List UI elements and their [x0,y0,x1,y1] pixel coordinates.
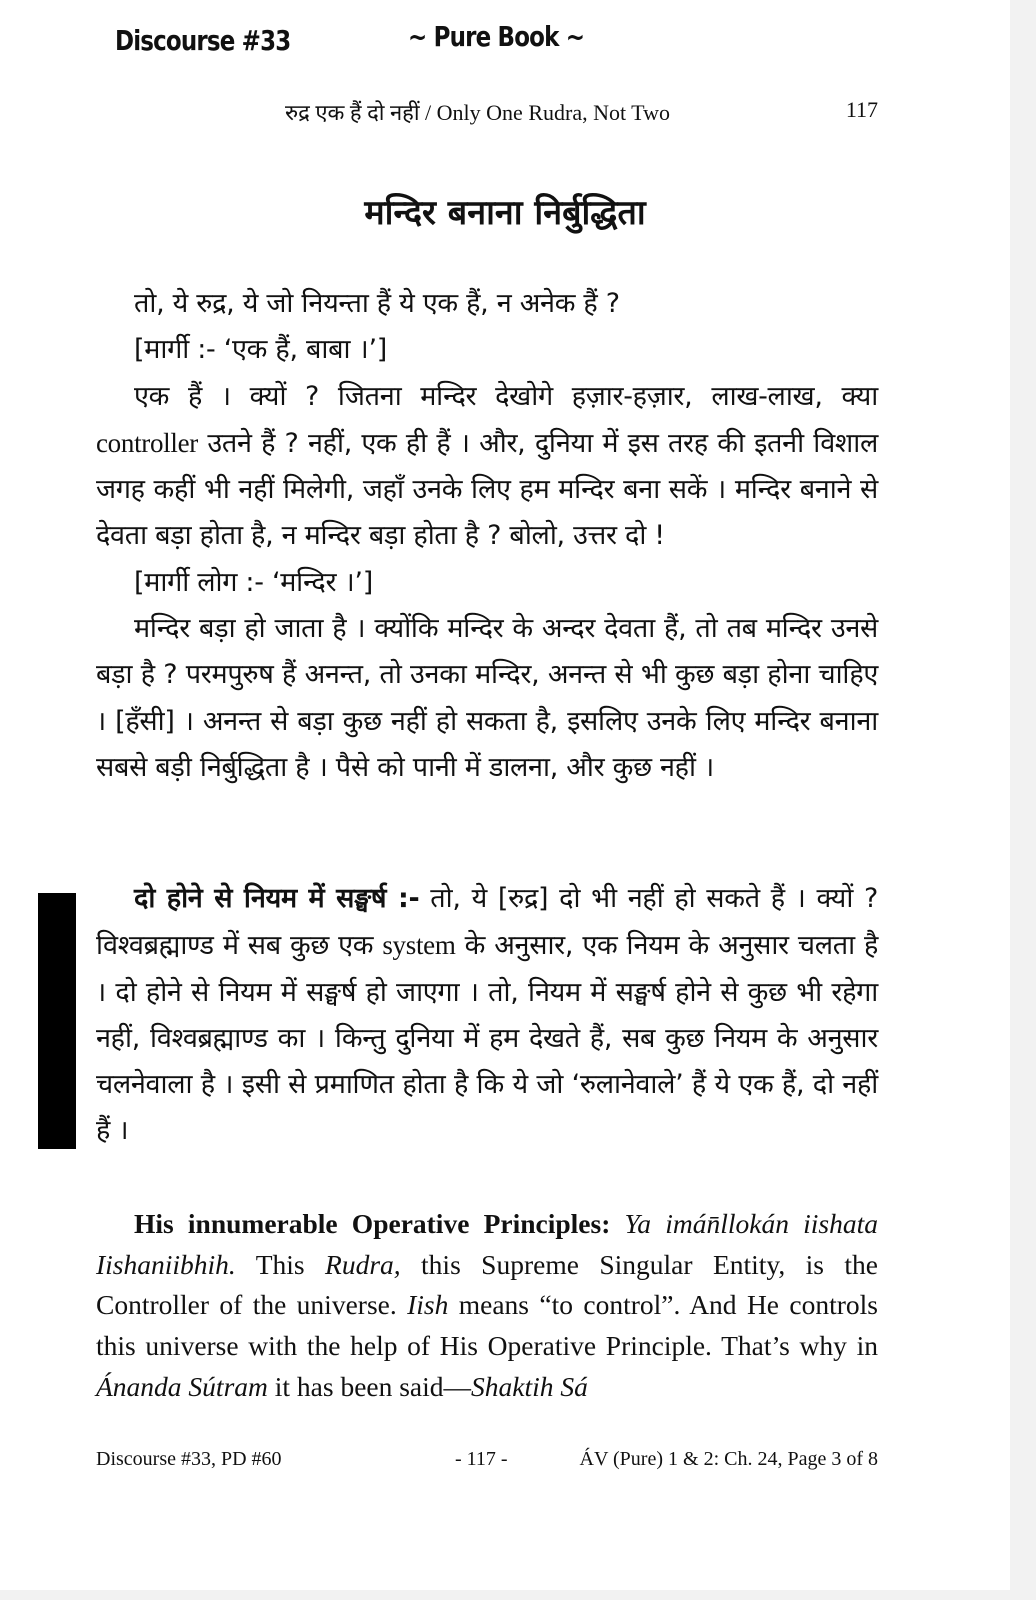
text-run: system [382,930,456,961]
text-run: Ánanda Sútram [96,1370,268,1402]
discourse-label: Discourse #33 [115,24,291,57]
text-run: उतने हैं ? नहीं, एक ही हैं । और, दुनिया में इस तरह की इतनी विशाल जगह कहीं भी नहीं मिलेगी, जहाँ उनके लिए हम मन्दिर बना सकें । मन्दिर बनाने से देवता बड़ा होता है, न मन्दिर बड़ा होता है ? बोलो, उत्तर दो ! [96,427,878,552]
text-run: Shaktih Sá [471,1370,588,1402]
text-run: Iish [407,1289,449,1321]
section-temple [96,281,878,791]
text-run: Ya imán̄llokán iishata Iishaniibhih. [96,1208,878,1280]
footer-right: ÁV (Pure) 1 & 2: Ch. 24, Page 3 of 8 [579,1448,878,1470]
paragraph [96,1204,878,1408]
margin-change-bar [38,893,76,1149]
english-section [96,1204,878,1408]
page-number: 117 [845,97,878,122]
text-run: controller [96,427,198,458]
paragraph: तो, ये रुद्र, ये जो नियन्ता हैं ये एक हैं, न अनेक हैं ? [134,288,620,319]
paragraph: मन्दिर बड़ा हो जाता है । क्योंकि मन्दिर के अन्दर देवता हैं, तो तब मन्दिर उनसे बड़ा है ? परमपुरुष हैं अनन्त, तो उनका मन्दिर, अनन्त से भी कुछ बड़ा होना चाहिए । [हँसी] । अनन्त से बड़ा कुछ नहीं हो सकता है, इसलिए उनके लिए मन्दिर बनाना सबसे बड़ी निर्बुद्धिता है । पैसे को पानी में डालना, और कुछ नहीं । [96,613,878,783]
text-run: it has been said— [267,1370,472,1402]
text-run: this Supreme Singular Entity, is the Controller of the universe. [96,1248,878,1321]
section-conflict [96,876,878,1155]
section-heading: His innumerable Operative Principles: [134,1208,611,1239]
audience-response: [मार्गी लोग :- ‘मन्दिर ।’] [134,566,373,598]
text-run: Rudra, [325,1248,401,1280]
section-heading: दो होने से नियम में सङ्घर्ष :- [134,883,420,914]
book-label: ~ Pure Book ~ [408,20,585,53]
paragraph [96,876,878,1155]
running-head: रुद्र एक हैं दो नहीं / Only One Rudra, Not Two [285,100,670,125]
text-run: तो, ये [रुद्र] दो भी नहीं हो सकते हैं । क्यों ? विश्वब्रह्माण्ड में सब कुछ एक [96,883,878,962]
text-run: This [235,1248,326,1280]
footer-left: Discourse #33, PD #60 [96,1448,282,1470]
audience-response: [मार्गी :- ‘एक हैं, बाबा ।’] [134,334,387,366]
footer-page-number: - 117 - [455,1448,508,1470]
chapter-title: मन्दिर बनाना निर्बुद्धिता [364,193,646,233]
text-run: एक हैं । क्यों ? जितना मन्दिर देखोगे हज़ार-हज़ार, लाख-लाख, क्या [134,380,878,412]
text-run: means “to control”. And He controls this universe with the help of His Operative Principle. That’s why in [96,1289,878,1362]
text-run: के अनुसार, एक नियम के अनुसार चलता है । दो होने से नियम में सङ्घर्ष हो जाएगा । तो, नियम में सङ्घर्ष होने से कुछ भी रहेगा नहीं, विश्वब्रह्माण्ड का । किन्तु दुनिया में हम देखते हैं, सब कुछ नियम के अनुसार चलनेवाला है । इसी से प्रमाणित होता है कि ये जो ‘रुलानेवाले’ हैं ये एक हैं, दो नहीं हैं । [96,930,878,1147]
paragraph [96,374,878,560]
